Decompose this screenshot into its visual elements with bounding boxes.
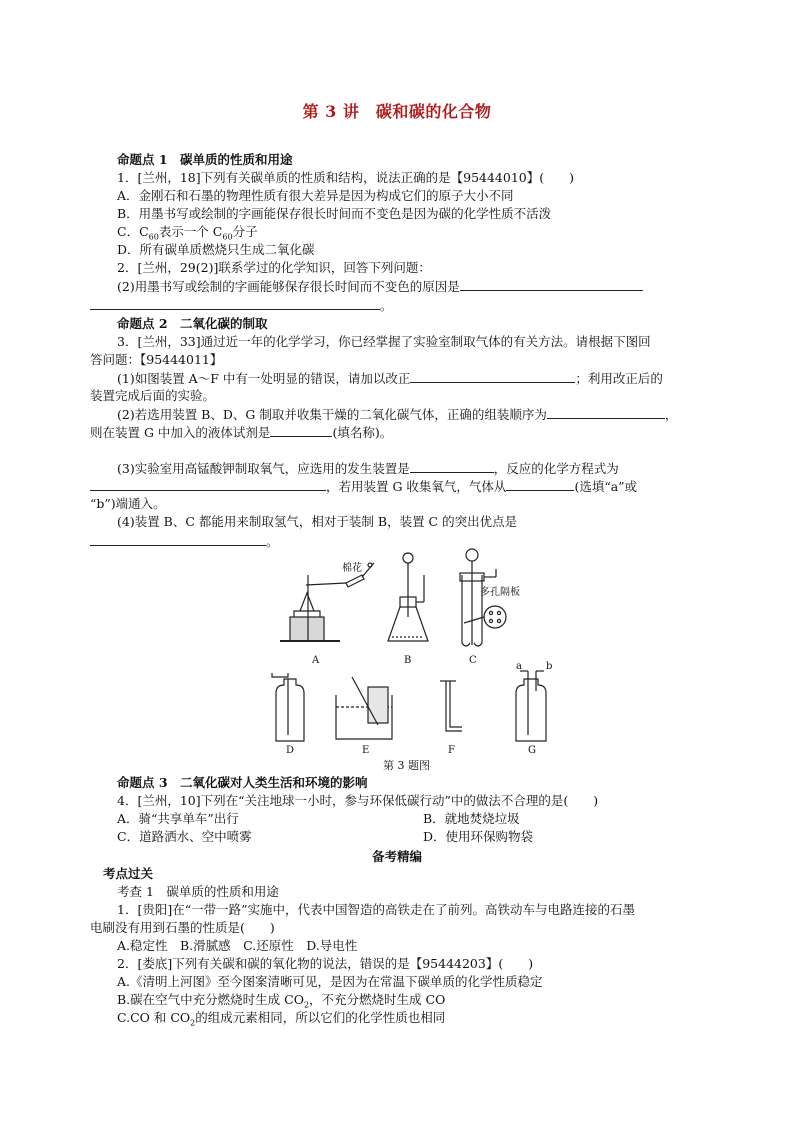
- label-c: C: [469, 655, 477, 666]
- label-g: G: [528, 745, 536, 756]
- apparatus-figure: [250, 545, 580, 775]
- review-question-1: 1．[贵阳]在“一带一路”实施中，代表中国智造的高铁走在了前列。高铁动车与电路连接的石墨: [117, 902, 635, 917]
- q4-option-a: A．骑“共享单车”出行: [117, 811, 239, 826]
- page-title: 第 3 讲 碳和碳的化合物: [302, 102, 492, 121]
- topic3-heading: 命题点 3 二氧化碳对人类生活和环境的影响: [117, 775, 368, 790]
- review-question-1-cont: 电刷没有用到石墨的性质是( ): [90, 920, 275, 935]
- apparatus-e: [336, 677, 392, 739]
- q3-sub-1: (1)如图装置 A～F 中有一处明显的错误，请加以改正 ；利用改正后的: [117, 371, 663, 386]
- q1-option-a: A．金刚石和石墨的物理性质有很大差异是因为构成它们的原子大小不同: [117, 188, 514, 203]
- review-sub-heading: 考查 1 碳单质的性质和用途: [117, 884, 279, 899]
- review-q2-option-c: C.CO 和 $CO_2$的组成元素相同，所以它们的化学性质也相同: [117, 1010, 446, 1028]
- label-port-a: a: [516, 661, 522, 672]
- apparatus-g: [516, 671, 546, 741]
- q2-part-2: (2)用墨书写或绘制的字画能够保存很长时间而不变色的原因是: [117, 278, 643, 295]
- label-cotton: 棉花: [342, 563, 362, 574]
- apparatus-a: [280, 563, 374, 641]
- label-f: F: [448, 745, 455, 756]
- section-heading: 备考精编: [371, 849, 422, 864]
- label-e: E: [362, 745, 370, 756]
- q2-answer-line: 。: [90, 297, 393, 314]
- label-b: B: [404, 655, 412, 666]
- q3-sub-4: (4)装置 B、C 都能用来制取氢气，相对于装制 B，装置 C 的突出优点是: [117, 514, 518, 529]
- label-d: D: [286, 745, 295, 756]
- q3-sub-3: (3)实验室用高锰酸钾制取氧气，应选用的发生装置是 ，反应的化学方程式为: [117, 461, 619, 476]
- question-1: 1．[兰州，18]下列有关碳单质的性质和结构，说法正确的是【95444010】( ): [117, 170, 574, 185]
- apparatus-diagram: [250, 545, 580, 775]
- q3-sub-3-cont: ，若用装置 G 收集氧气，气体从 (选填“a”或: [90, 478, 637, 495]
- topic1-heading: 命题点 1 碳单质的性质和用途: [117, 152, 293, 167]
- review-q2-option-a: A.《清明上河图》至今图案清晰可见，是因为在常温下碳单质的化学性质稳定: [117, 974, 543, 989]
- topic2-heading: 命题点 2 二氧化碳的制取: [117, 316, 268, 331]
- apparatus-b: [388, 553, 428, 641]
- q4-option-b: B．就地焚烧垃圾: [423, 811, 520, 826]
- q3-sub-2-cont: 则在装置 G 中加入的液体试剂是 (填名称)。: [90, 425, 393, 440]
- q4-option-d: D．使用环保购物袋: [423, 829, 534, 844]
- review-q2-option-b: B.碳在空气中充分燃烧时生成 $CO_2$，不充分燃烧时生成 CO: [117, 992, 446, 1010]
- q4-option-c: C．道路洒水、空中喷雾: [117, 829, 252, 844]
- figure-caption: 第 3 题图: [383, 759, 430, 772]
- question-3-cont: 答问题：【95444011】: [90, 352, 223, 367]
- question-4: 4．[兰州，10]下列在“关注地球一小时，参与环保低碳行动”中的做法不合理的是( ): [117, 793, 599, 808]
- apparatus-d: [272, 673, 304, 741]
- question-2: 2．[兰州，29(2)]联系学过的化学知识，回答下列问题：: [117, 260, 431, 275]
- q3-sub-3-end: “b”)端通入。: [90, 496, 166, 511]
- question-3: 3．[兰州，33]通过近一年的化学学习，你已经掌握了实验室制取气体的有关方法。请根据下图回: [117, 334, 651, 349]
- q3-sub-4-cont: 。: [90, 533, 279, 550]
- q3-sub-2: (2)若选用装置 B、D、G 制取并收集干燥的二氧化碳气体，正确的组装顺序为 ，: [117, 407, 678, 422]
- label-port-b: b: [546, 661, 553, 672]
- q3-sub-1-cont: 装置完成后面的实验。: [90, 388, 216, 403]
- review-heading: 考点过关: [103, 866, 154, 881]
- label-porous-plate: 多孔隔板: [480, 587, 520, 598]
- apparatus-f: [440, 681, 462, 731]
- label-a: A: [312, 655, 320, 666]
- q1-option-b: B．用墨书写或绘制的字画能保存很长时间而不变色是因为碳的化学性质不活泼: [117, 206, 552, 221]
- review-q1-options: A.稳定性 B.滑腻感 C.还原性 D.导电性: [117, 938, 358, 953]
- review-question-2: 2．[娄底]下列有关碳和碳的氧化物的说法，错误的是【95444203】( ): [117, 956, 534, 971]
- q1-option-c: C．$C_{60}$表示一个 $C_{60}$分子: [117, 224, 258, 242]
- q1-option-d: D．所有碳单质燃烧只生成二氧化碳: [117, 242, 315, 257]
